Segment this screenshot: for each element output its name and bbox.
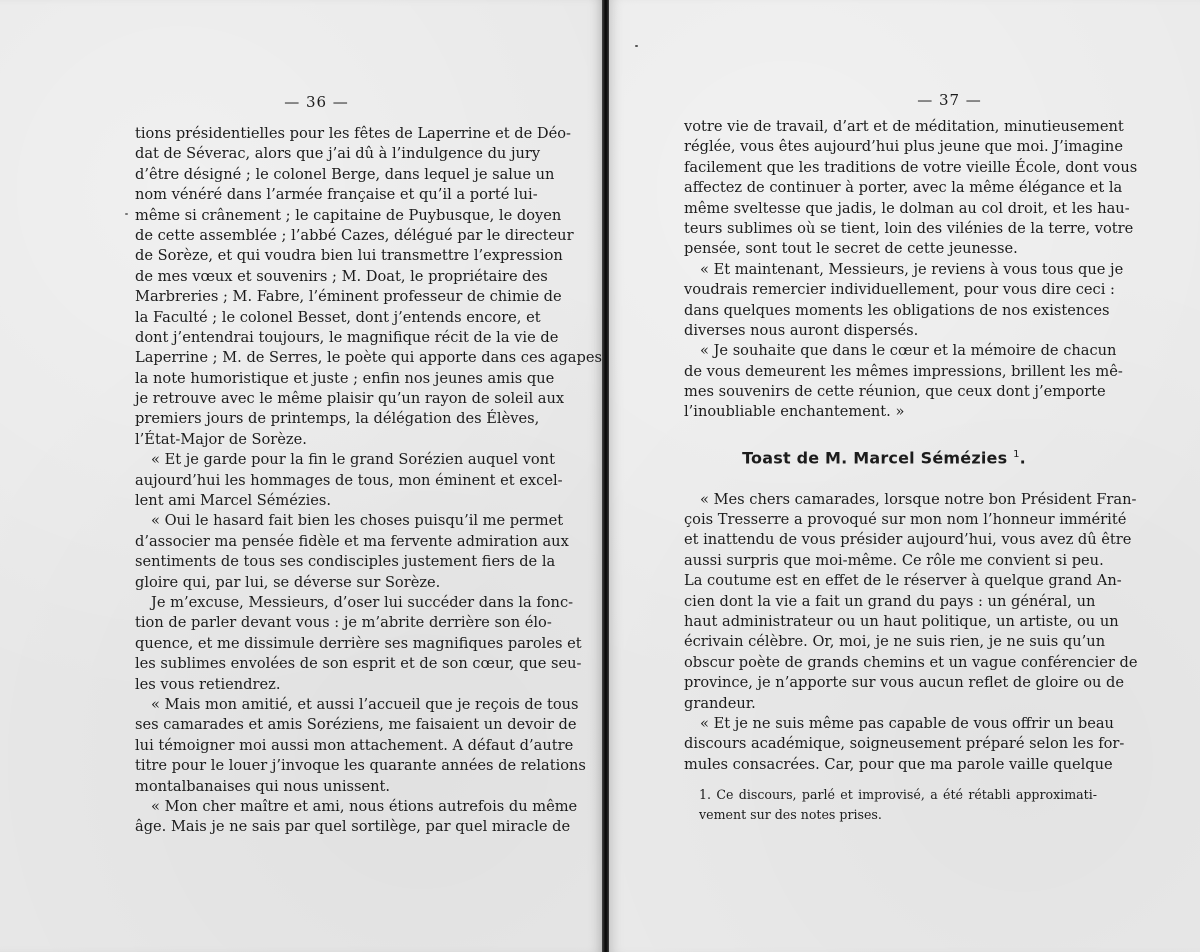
text-line: diverses nous auront dispersés. <box>684 321 919 339</box>
text-line: 1. Ce discours, parlé et improvisé, a été rétabli approximati- <box>699 787 1097 802</box>
text-line: cien dont la vie a fait un grand du pays : un général, un <box>684 592 1096 610</box>
text-line: l’État-Major de Sorèze. <box>135 430 307 448</box>
text-line: nom vénéré dans l’armée française et qu’il a porté lui- <box>135 186 538 204</box>
text-line: la note humoristique et juste ; enfin nos jeunes amis que <box>135 369 555 387</box>
text-line: facilement que les traditions de votre vieille École, dont vous <box>684 158 1138 176</box>
text-line: de cette assemblée ; l’abbé Cazes, délégué par le directeur <box>135 226 574 244</box>
text-line: dont j’entendrai toujours, le magnifique récit de la vie de <box>135 328 559 346</box>
page-number-left: — 36 — <box>284 93 349 111</box>
text-line: « Mais mon amitié, et aussi l’accueil que je reçois de tous <box>151 695 579 713</box>
text-line: ses camarades et amis Soréziens, me faisaient un devoir de <box>135 716 577 734</box>
text-line: lent ami Marcel Sémézies. <box>135 492 332 510</box>
text-line: et inattendu de vous présider aujourd’hui, vous avez dû être <box>684 531 1132 549</box>
footnote <box>699 785 1097 826</box>
text-line: la Faculté ; le colonel Besset, dont j’entends encore, et <box>135 308 541 326</box>
text-line: de mes vœux et souvenirs ; M. Doat, le propriétaire des <box>135 267 548 285</box>
right-page-body <box>684 117 1138 775</box>
text-line: « Mon cher maître et ami, nous étions autrefois du même <box>151 797 578 815</box>
text-line: Laperrine ; M. de Serres, le poète qui apporte dans ces agapes <box>135 349 602 367</box>
text-line: les sublimes envolées de son esprit et de son cœur, que seu- <box>135 655 582 673</box>
text-line: d’être désigné ; le colonel Berge, dans lequel je salue un <box>135 165 555 183</box>
section-heading-period: . <box>1019 448 1026 468</box>
text-line: « Je souhaite que dans le cœur et la mémoire de chacun <box>700 342 1117 360</box>
paper-speck <box>125 213 128 215</box>
section-heading-text: Toast de M. Marcel Sémézies <box>742 448 1008 468</box>
text-line: vement sur des notes prises. <box>699 807 882 823</box>
text-line: haut administrateur ou un haut politique, un artiste, ou un <box>684 612 1119 630</box>
text-line: écrivain célèbre. Or, moi, je ne suis rien, je ne suis qu’un <box>684 633 1106 651</box>
footnote-marker[interactable]: 1 <box>1013 448 1020 460</box>
text-line: « Et je ne suis même pas capable de vous offrir un beau <box>700 714 1114 732</box>
text-line: d’associer ma pensée fidèle et ma fervente admiration aux <box>135 532 569 550</box>
text-line: premiers jours de printemps, la délégation des Élèves, <box>135 410 540 428</box>
text-line: « Et maintenant, Messieurs, je reviens à vous tous que je <box>700 260 1124 278</box>
text-line: « Mes chers camarades, lorsque notre bon Président Fran- <box>700 490 1137 508</box>
text-line: montalbanaises qui nous unissent. <box>135 777 391 795</box>
text-line: mules consacrées. Car, pour que ma parole vaille quelque <box>684 755 1113 773</box>
text-line: voudrais remercier individuellement, pour vous dire ceci : <box>684 281 1115 299</box>
text-line: l’inoubliable enchantement. » <box>684 403 905 421</box>
text-line: La coutume est en effet de le réserver à quelque grand An- <box>684 572 1122 590</box>
section-heading <box>684 445 1084 469</box>
text-line: teurs sublimes où se tient, loin des vilénies de la terre, votre <box>684 219 1134 237</box>
text-line: mes souvenirs de cette réunion, que ceux dont j’emporte <box>684 383 1106 401</box>
page-number-right: — 37 — <box>917 91 982 109</box>
text-line: de vous demeurent les mêmes impressions, brillent les mê- <box>684 362 1123 380</box>
text-line: pensée, sont tout le secret de cette jeunesse. <box>684 240 1018 258</box>
text-line: les vous retiendrez. <box>135 675 281 693</box>
text-line: réglée, vous êtes aujourd’hui plus jeune que moi. J’imagine <box>684 138 1123 156</box>
text-line: dans quelques moments les obligations de nos existences <box>684 301 1110 319</box>
text-line: de Sorèze, et qui voudra bien lui transmettre l’expression <box>135 247 563 265</box>
right-page-text-after-heading <box>684 490 1138 775</box>
paper-speck <box>635 45 638 47</box>
text-line: quence, et me dissimule derrière ses magnifiques paroles et <box>135 634 582 652</box>
left-page-body <box>135 124 602 838</box>
text-line: discours académique, soigneusement préparé selon les for- <box>684 735 1125 753</box>
text-line: çois Tresserre a provoqué sur mon nom l’honneur immérité <box>684 510 1127 528</box>
right-page-text-before-heading <box>684 117 1138 423</box>
text-line: votre vie de travail, d’art et de méditation, minutieusement <box>684 118 1124 135</box>
text-line: même sveltesse que jadis, le dolman au col droit, et les hau- <box>684 199 1130 217</box>
text-line: tions présidentielles pour les fêtes de Laperrine et de Déo- <box>135 125 571 142</box>
text-line: Je m’excuse, Messieurs, d’oser lui succéder dans la fonc- <box>151 593 574 611</box>
text-line: « Oui le hasard fait bien les choses puisqu’il me permet <box>151 512 564 530</box>
text-line: aussi surpris que moi-même. Ce rôle me convient si peu. <box>684 551 1104 569</box>
text-line: Marbreries ; M. Fabre, l’éminent professeur de chimie de <box>135 288 562 306</box>
text-line: province, je n’apporte sur vous aucun reflet de gloire ou de <box>684 674 1125 692</box>
text-line: même si crânement ; le capitaine de Puybusque, le doyen <box>135 206 562 224</box>
text-line: titre pour le louer j’invoque les quarante années de relations <box>135 757 586 775</box>
text-line: obscur poète de grands chemins et un vague conférencier de <box>684 653 1138 671</box>
text-line: âge. Mais je ne sais par quel sortilège, par quel miracle de <box>135 818 571 836</box>
text-line: dat de Séverac, alors que j’ai dû à l’indulgence du jury <box>135 145 541 163</box>
text-line: tion de parler devant vous : je m’abrite derrière son élo- <box>135 614 552 632</box>
text-line: affectez de continuer à porter, avec la même élégance et la <box>684 179 1123 197</box>
right-page <box>609 0 1200 952</box>
text-line: lui témoigner moi aussi mon attachement. A défaut d’autre <box>135 736 574 754</box>
text-line: « Et je garde pour la fin le grand Sorézien auquel vont <box>151 451 555 469</box>
text-line: grandeur. <box>684 694 756 712</box>
text-line: gloire qui, par lui, se déverse sur Sorèze. <box>135 573 441 591</box>
text-line: sentiments de tous ses condisciples justement fiers de la <box>135 553 556 571</box>
text-line: je retrouve avec le même plaisir qu’un rayon de soleil aux <box>135 390 565 408</box>
text-line: aujourd’hui les hommages de tous, mon éminent et excel- <box>135 471 563 489</box>
